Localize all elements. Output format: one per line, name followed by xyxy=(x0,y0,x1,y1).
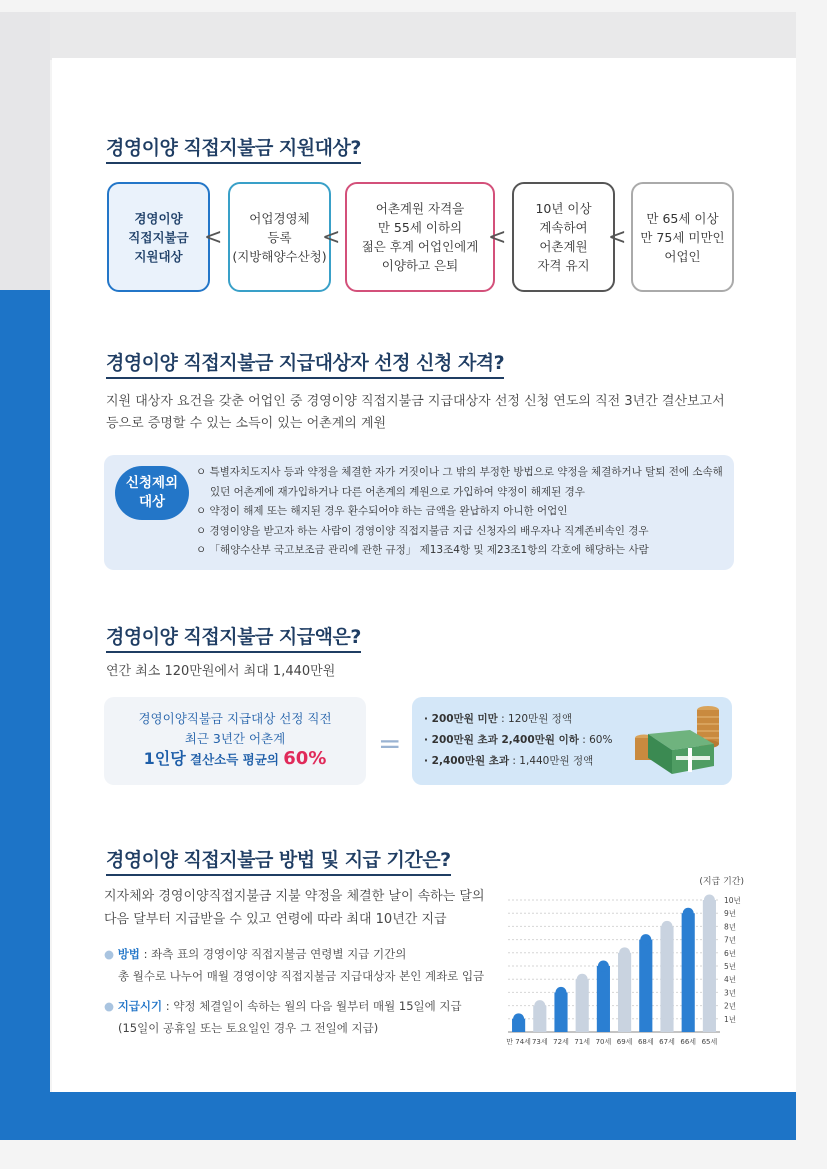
exclusion-item: ㅇ 경영이양을 받고자 하는 사람이 경영이양 직접지불금 지급 신청자의 배우자나 직계존비속인 경우 xyxy=(196,524,649,537)
chart-y-tick-label: 3년 xyxy=(724,988,737,998)
tier-value: : 1,440만원 정액 xyxy=(509,755,594,767)
chevron-left-icon: < xyxy=(608,225,627,250)
chart-bar xyxy=(660,926,673,1032)
percent-emph: 60% xyxy=(283,748,327,769)
chart-x-tick-label: 68세 xyxy=(637,1038,654,1046)
method-text-line2: 다음 달부터 지급받을 수 있고 연령에 따라 최대 10년간 지급 xyxy=(104,912,447,927)
payment-tier xyxy=(424,751,612,772)
chart-y-tick-label: 2년 xyxy=(724,1001,737,1011)
left-grey-band xyxy=(0,12,50,292)
per-person-emph: 1인당 xyxy=(143,749,186,768)
equals-icon: = xyxy=(378,727,402,760)
chart-y-tick-label: 9년 xyxy=(724,909,737,919)
chevron-left-icon: < xyxy=(322,225,341,250)
bullet-dot-icon: ● xyxy=(104,999,118,1013)
chart-x-tick-label: 67세 xyxy=(659,1038,675,1046)
formula-line1: 경영이양직불금 지급대상 선정 직전 xyxy=(138,711,332,726)
exclusion-badge xyxy=(115,466,189,520)
chart-bar-cap xyxy=(577,974,588,985)
chart-x-tick-label: 66세 xyxy=(680,1038,697,1046)
payment-amount-title: 경영이양 직접지불금 지급액은? xyxy=(106,622,361,653)
chart-bar xyxy=(597,966,610,1032)
payment-formula-box xyxy=(104,697,366,785)
chart-x-tick-label: 69세 xyxy=(616,1038,633,1046)
flow-step-membership xyxy=(512,182,615,292)
chart-y-tick-label: 1년 xyxy=(724,1014,737,1024)
chart-x-tick-label: 65세 xyxy=(701,1038,718,1046)
chart-bar-cap xyxy=(513,1013,524,1024)
support-target-title: 경영이양 직접지불금 지원대상? xyxy=(106,133,361,164)
eligibility-text-line2: 등으로 증명할 수 있는 소득이 있는 어촌계의 계원 xyxy=(106,416,387,431)
bottom-blue-band xyxy=(0,1092,796,1140)
flow-step-label: 만 65세 이상 만 75세 미만인 어업인 xyxy=(640,210,725,264)
chart-title: (지급 기간) xyxy=(699,877,744,887)
chart-y-tick-label: 5년 xyxy=(724,962,737,971)
formula-line2: 최근 3년간 어촌계 xyxy=(184,731,286,746)
chart-bar xyxy=(576,979,589,1032)
bullet-dot-icon: ● xyxy=(104,947,118,961)
chart-bar-cap xyxy=(662,921,673,932)
formula-line3 xyxy=(104,749,366,770)
money-illustration xyxy=(628,700,724,780)
timing-label: 지급시기 xyxy=(117,999,163,1013)
left-blue-band xyxy=(0,290,50,1140)
top-grey-band xyxy=(0,12,800,60)
timing-bullet xyxy=(104,995,462,1017)
chart-bar xyxy=(639,940,652,1032)
exclusion-item: 있던 어촌계에 재가입하거나 다른 어촌계의 계원으로 가입하여 약정이 해제된 경우 xyxy=(210,485,585,498)
method-period-title: 경영이양 직접지불금 방법 및 지급 기간은? xyxy=(106,845,451,876)
flow-step-transfer xyxy=(345,182,495,292)
method-bullet xyxy=(104,943,406,965)
chart-x-tick-label: 72세 xyxy=(553,1038,569,1046)
flow-step-label: 경영이양 직접지불금 지원대상 xyxy=(128,210,189,264)
payment-tier xyxy=(424,709,612,730)
right-margin xyxy=(796,12,827,1142)
tier-value: : 60% xyxy=(578,734,613,746)
chart-x-tick-label: 73세 xyxy=(531,1038,548,1046)
chart-bar-cap xyxy=(534,1000,545,1011)
flow-step-label: 어촌계원 자격을 만 55세 이하의 젊은 후계 어업인에게 이양하고 은퇴 xyxy=(361,201,479,273)
flow-step-label: 10년 이상 계속하여 어촌계원 자격 유지 xyxy=(535,201,592,273)
method-text-line1: 지자체와 경영이양직접지불금 지불 약정을 체결한 날이 속하는 달의 xyxy=(104,889,485,904)
exclusion-list xyxy=(196,463,726,561)
chart-x-tick-label: 70세 xyxy=(595,1038,612,1046)
chart-x-tick-label: 만 74세 xyxy=(506,1038,531,1046)
chart-bar-cap xyxy=(619,947,630,958)
exclusion-badge-label: 신청제외 대상 xyxy=(125,475,179,510)
payment-range-text: 연간 최소 120만원에서 최대 1,440만원 xyxy=(106,664,336,679)
chart-x-tick-label: 71세 xyxy=(574,1038,591,1046)
chevron-left-icon: < xyxy=(488,225,507,250)
exclusion-item: ㅇ 「해양수산부 국고보조금 관리에 관한 규정」 제13조4항 및 제23조1항의 각호에 해당하는 사람 xyxy=(196,544,649,556)
exclusion-item: ㅇ 특별자치도지사 등과 약정을 체결한 자가 거짓이나 그 밖의 부정한 방법으로 약정을 체결하거나 탈퇴 전에 소속해 xyxy=(196,466,723,478)
tier-label: · 2,400만원 초과 xyxy=(424,755,510,767)
chart-bar-cap xyxy=(640,934,651,945)
method-label: 방법 xyxy=(117,947,140,961)
flow-step-register xyxy=(228,182,331,292)
chart-bar xyxy=(618,953,631,1032)
eligibility-text-line1: 지원 대상자 요건을 갖춘 어업인 중 경영이양 직접지불금 지급대상자 선정 신청 연도의 직전 3년간 결산보고서 xyxy=(106,394,725,409)
flow-step-target xyxy=(107,182,210,292)
chart-y-tick-label: 4년 xyxy=(724,975,737,985)
flow-step-age xyxy=(631,182,734,292)
chart-y-tick-label: 8년 xyxy=(724,922,737,932)
chart-bar-cap xyxy=(556,987,567,998)
chart-bar xyxy=(554,992,567,1032)
flow-step-label: 어업경영체 등록 (지방해양수산청) xyxy=(232,210,327,264)
chart-bar xyxy=(703,900,716,1032)
chevron-left-icon: < xyxy=(204,225,223,250)
chart-bar xyxy=(682,913,695,1032)
method-text: : 좌측 표의 경영이양 직접지불금 연령별 지급 기간의 xyxy=(139,947,407,961)
chart-y-tick-label: 10년 xyxy=(724,896,741,905)
chart-bar-cap xyxy=(704,895,715,906)
payment-tier xyxy=(424,730,612,751)
payment-tier-list xyxy=(424,709,612,772)
payment-period-chart xyxy=(500,870,750,1050)
chart-y-tick-label: 7년 xyxy=(724,935,737,945)
timing-text-cont: (15일이 공휴일 또는 토요일인 경우 그 전일에 지급) xyxy=(118,1021,379,1035)
tier-label: · 200만원 초과 2,400만원 이하 xyxy=(424,734,579,746)
chart-bar-cap xyxy=(598,961,609,972)
chart-bar-cap xyxy=(683,908,694,919)
tier-label: · 200만원 미만 xyxy=(424,713,498,725)
tier-value: : 120만원 정액 xyxy=(497,713,572,725)
exclusion-item: ㅇ 약정이 해제 또는 해지된 경우 환수되어야 하는 금액을 완납하지 아니한 어업인 xyxy=(196,505,568,517)
timing-text: : 약정 체결일이 속하는 월의 다음 월부터 매월 15일에 지급 xyxy=(162,999,462,1013)
eligibility-title: 경영이양 직접지불금 지급대상자 선정 신청 자격? xyxy=(106,348,504,379)
formula-mid: 결산소득 평균의 xyxy=(185,752,284,767)
method-text-cont: 총 월수로 나누어 매월 경영이양 직접지불금 지급대상자 본인 계좌로 입금 xyxy=(118,969,485,983)
chart-y-tick-label: 6년 xyxy=(724,948,737,958)
